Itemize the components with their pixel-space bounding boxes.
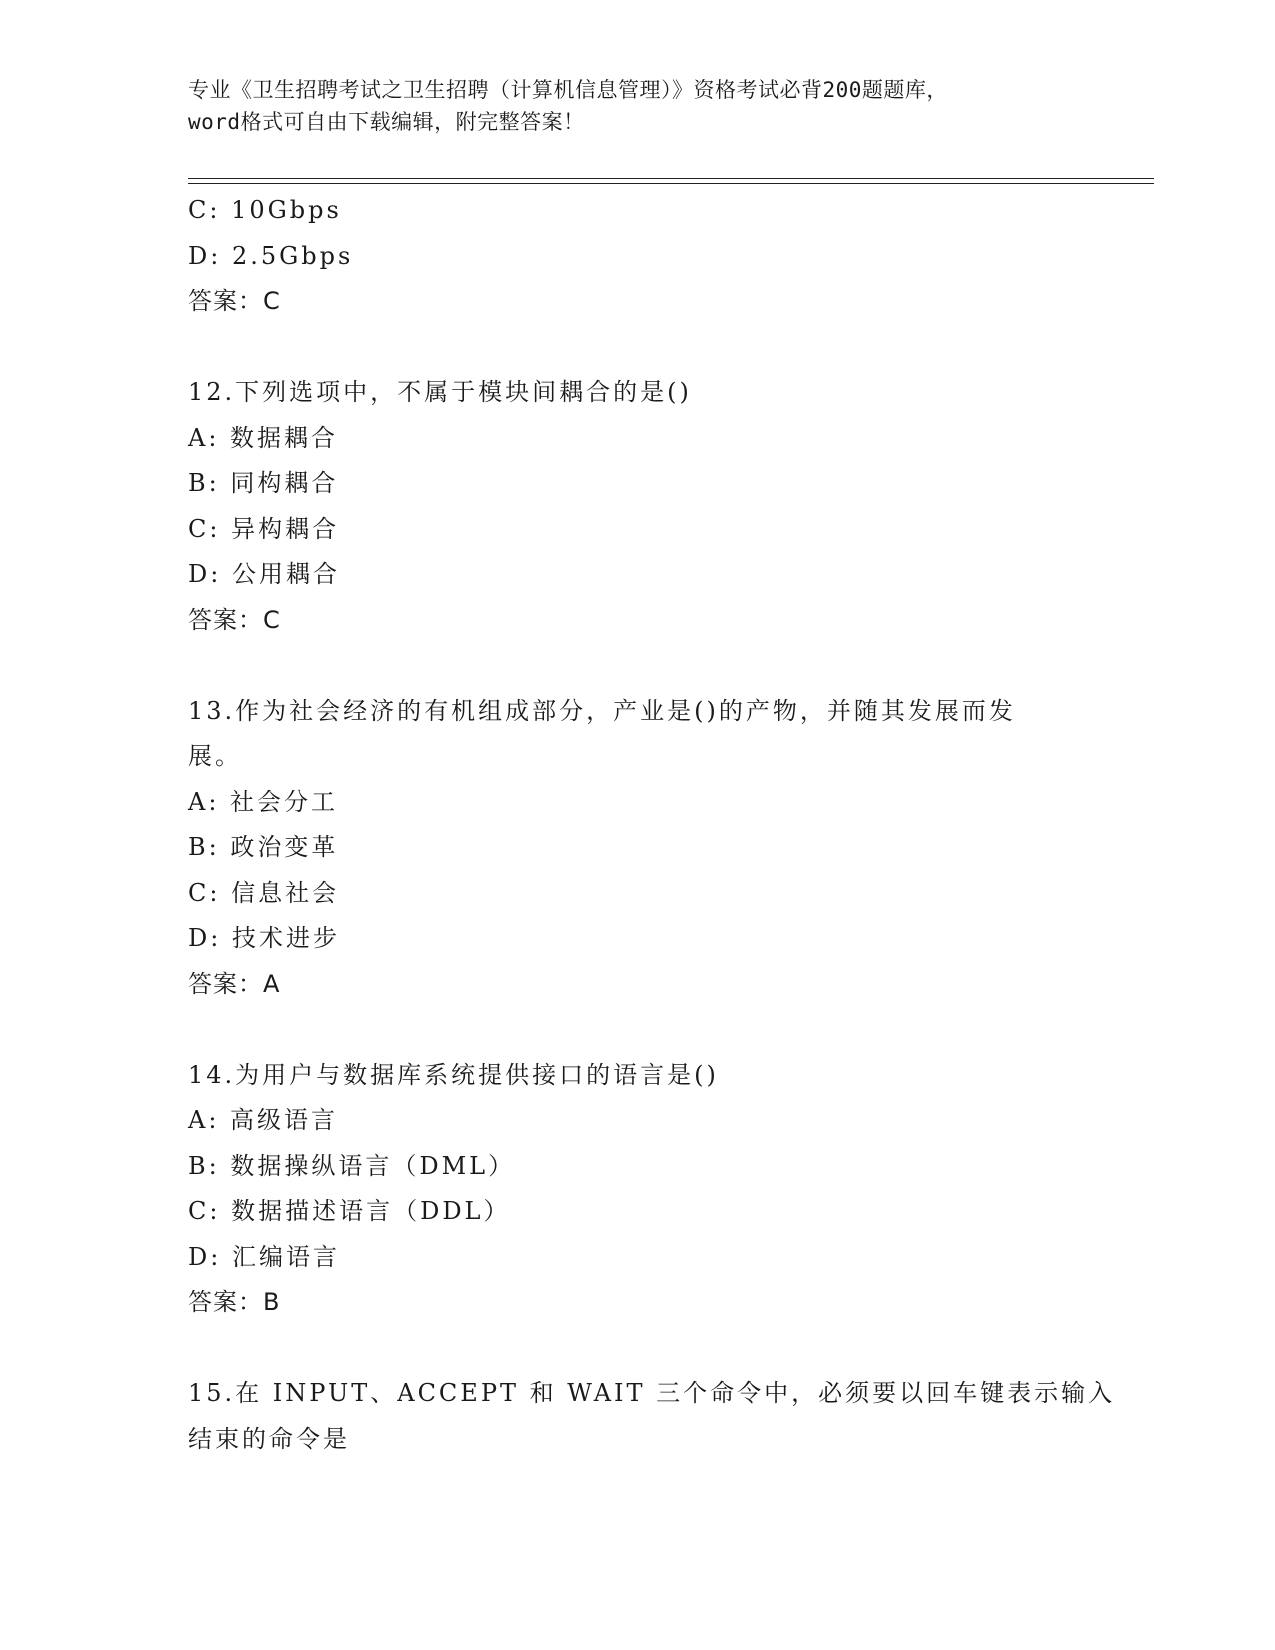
question-13 bbox=[188, 689, 1088, 1008]
option-b: B: 政治变革 bbox=[188, 833, 339, 861]
option-d: D: 2.5Gbps bbox=[188, 241, 354, 270]
option-a: A: 社会分工 bbox=[188, 787, 339, 816]
question-text: 12.下列选项中，不属于模块间耦合的是() bbox=[188, 378, 692, 406]
question-12 bbox=[188, 370, 1088, 643]
option-d: D: 技术进步 bbox=[188, 924, 340, 952]
header-title-line2: word格式可自由下载编辑，附完整答案！ bbox=[188, 110, 585, 134]
option-b: B: 数据操纵语言（DML） bbox=[188, 1151, 516, 1180]
document-header bbox=[188, 74, 1088, 138]
option-a: A: 高级语言 bbox=[188, 1106, 339, 1134]
spacer bbox=[188, 643, 1088, 689]
option-b: B: 同构耦合 bbox=[188, 469, 339, 497]
question-15 bbox=[188, 1371, 1116, 1462]
question-text-line1: 13.作为社会经济的有机组成部分，产业是()的产物，并随其发展而发 bbox=[188, 696, 1016, 725]
answer-line: 答案：B bbox=[188, 1288, 281, 1316]
spacer bbox=[188, 325, 1088, 371]
header-title-line1: 专业《卫生招聘考试之卫生招聘（计算机信息管理）》资格考试必背200题题库， bbox=[188, 78, 948, 102]
question-text-line1: 15.在 INPUT、ACCEPT 和 WAIT 三个命令中，必须要以回车键表示输入 bbox=[188, 1379, 1116, 1407]
question-text: 14.为用户与数据库系统提供接口的语言是() bbox=[188, 1060, 719, 1089]
option-a: A: 数据耦合 bbox=[188, 423, 339, 452]
option-c: C: 数据描述语言（DDL） bbox=[188, 1197, 511, 1225]
question-text-line2: 展。 bbox=[188, 742, 242, 770]
question-14 bbox=[188, 1053, 1088, 1326]
answer-line: 答案：A bbox=[188, 969, 281, 998]
question-list bbox=[188, 188, 1116, 1462]
option-c: C: 10Gbps bbox=[188, 196, 342, 224]
question-text-line2: 结束的命令是 bbox=[188, 1424, 350, 1453]
question-11 bbox=[188, 188, 1088, 325]
option-c: C: 信息社会 bbox=[188, 878, 340, 907]
answer-line: 答案：C bbox=[188, 605, 281, 634]
option-d: D: 汇编语言 bbox=[188, 1242, 340, 1271]
spacer bbox=[188, 1326, 1088, 1372]
header-divider-top bbox=[188, 178, 1154, 179]
option-d: D: 公用耦合 bbox=[188, 560, 340, 588]
answer-line: 答案：C bbox=[188, 287, 281, 315]
option-c: C: 异构耦合 bbox=[188, 514, 340, 543]
spacer bbox=[188, 1007, 1088, 1053]
header-divider-bottom bbox=[188, 183, 1154, 184]
